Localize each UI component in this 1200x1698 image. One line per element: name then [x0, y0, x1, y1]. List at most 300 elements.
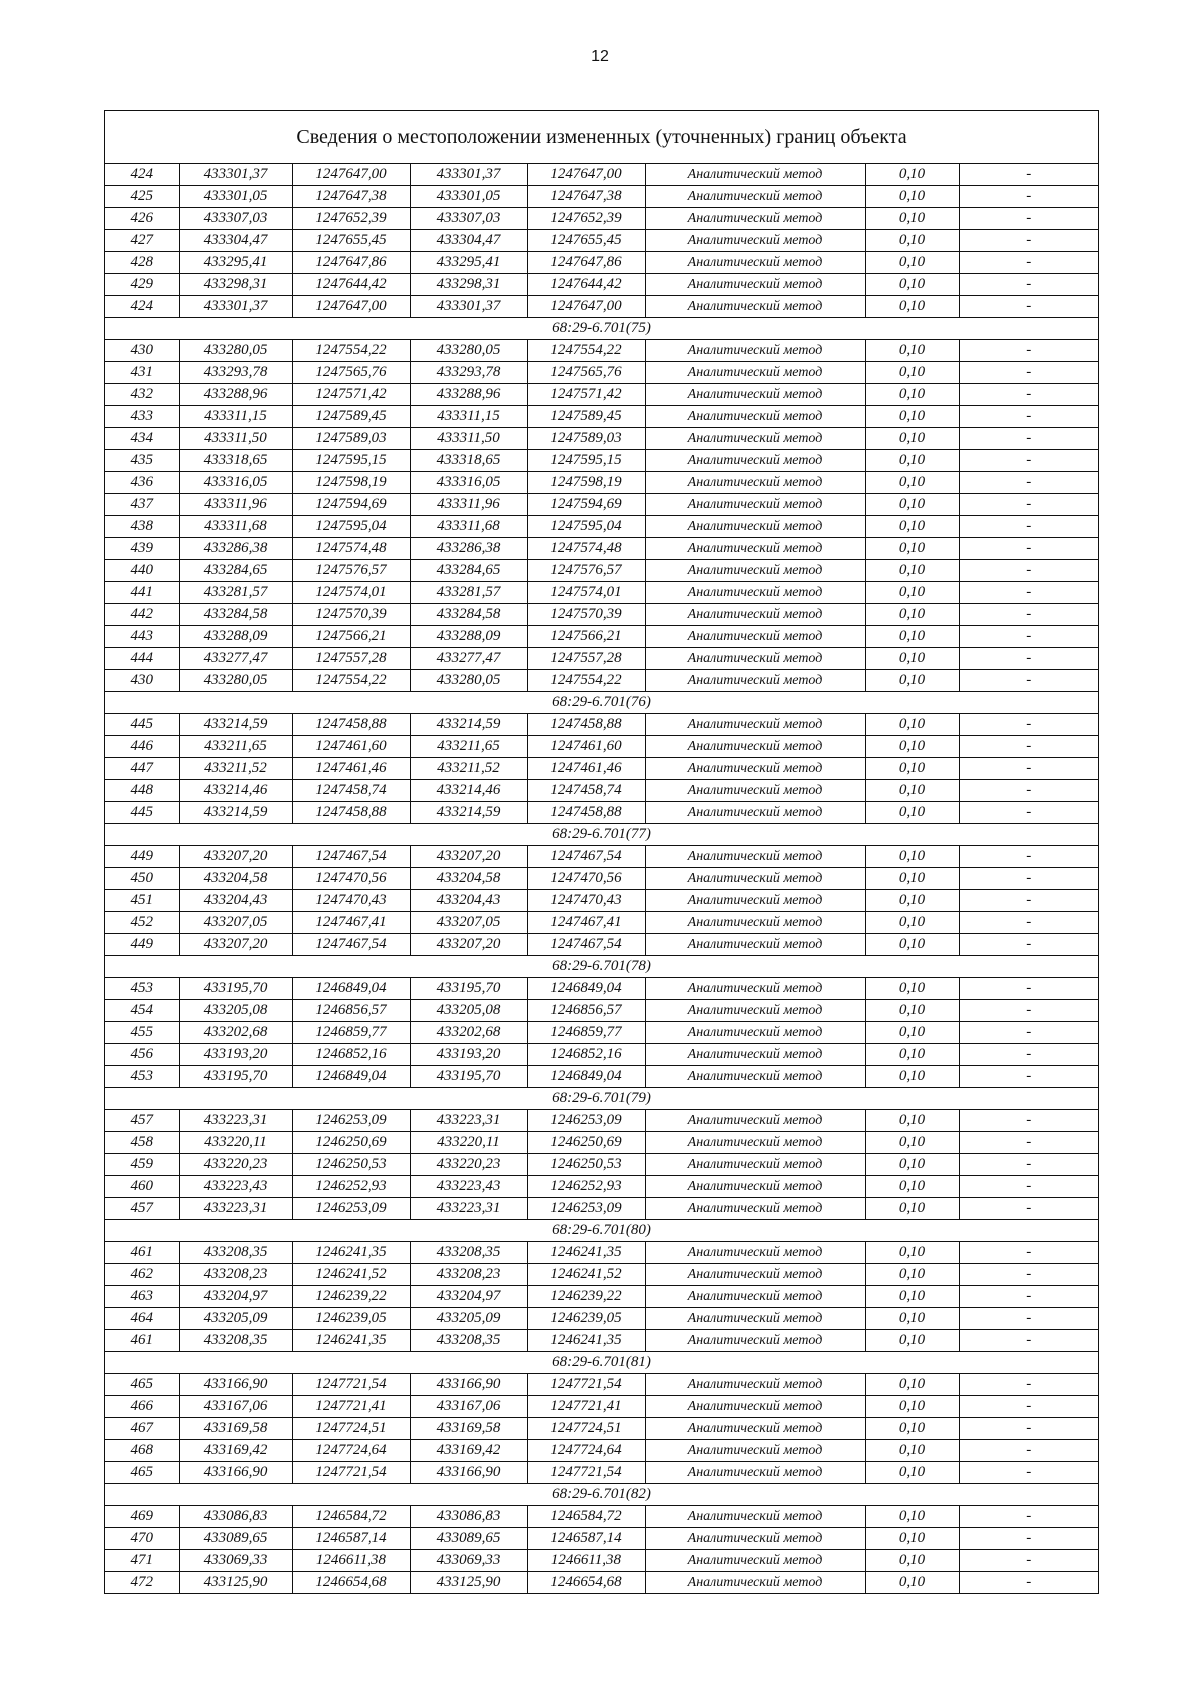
method-cell: Аналитический метод [645, 186, 865, 208]
y-existing-cell: 1247589,45 [292, 406, 410, 428]
y-new-cell: 1246856,57 [527, 1000, 645, 1022]
point-number-cell: 445 [105, 802, 179, 824]
precision-cell: 0,10 [865, 1550, 959, 1572]
method-cell: Аналитический метод [645, 978, 865, 1000]
y-existing-cell: 1247721,54 [292, 1374, 410, 1396]
note-cell: - [959, 516, 1098, 538]
note-cell: - [959, 252, 1098, 274]
y-existing-cell: 1247721,41 [292, 1396, 410, 1418]
precision-cell: 0,10 [865, 802, 959, 824]
y-new-cell: 1246654,68 [527, 1572, 645, 1594]
point-number-cell: 467 [105, 1418, 179, 1440]
y-existing-cell: 1246253,09 [292, 1198, 410, 1220]
x-existing-cell: 433301,37 [179, 164, 292, 186]
x-existing-cell: 433202,68 [179, 1022, 292, 1044]
x-existing-cell: 433069,33 [179, 1550, 292, 1572]
method-cell: Аналитический метод [645, 648, 865, 670]
y-existing-cell: 1247566,21 [292, 626, 410, 648]
note-cell: - [959, 758, 1098, 780]
method-cell: Аналитический метод [645, 450, 865, 472]
precision-cell: 0,10 [865, 340, 959, 362]
x-existing-cell: 433223,31 [179, 1110, 292, 1132]
y-existing-cell: 1247470,56 [292, 868, 410, 890]
section-row [105, 692, 1098, 714]
point-number-cell: 424 [105, 296, 179, 318]
section-label: 68:29-6.701(77) [105, 824, 1098, 846]
table-row [105, 340, 1098, 362]
table-row [105, 208, 1098, 230]
y-existing-cell: 1247461,46 [292, 758, 410, 780]
section-label: 68:29-6.701(76) [105, 692, 1098, 714]
y-existing-cell: 1246849,04 [292, 978, 410, 1000]
precision-cell: 0,10 [865, 978, 959, 1000]
table-row [105, 1528, 1098, 1550]
precision-cell: 0,10 [865, 1572, 959, 1594]
y-new-cell: 1246587,14 [527, 1528, 645, 1550]
x-existing-cell: 433205,09 [179, 1308, 292, 1330]
y-existing-cell: 1247554,22 [292, 340, 410, 362]
point-number-cell: 456 [105, 1044, 179, 1066]
note-cell: - [959, 208, 1098, 230]
y-existing-cell: 1247652,39 [292, 208, 410, 230]
point-number-cell: 433 [105, 406, 179, 428]
y-new-cell: 1246611,38 [527, 1550, 645, 1572]
precision-cell: 0,10 [865, 1000, 959, 1022]
method-cell: Аналитический метод [645, 384, 865, 406]
y-new-cell: 1247647,00 [527, 164, 645, 186]
table-row [105, 1044, 1098, 1066]
precision-cell: 0,10 [865, 1528, 959, 1550]
point-number-cell: 441 [105, 582, 179, 604]
table-row [105, 472, 1098, 494]
y-new-cell: 1247470,56 [527, 868, 645, 890]
x-new-cell: 433208,23 [410, 1264, 527, 1286]
x-new-cell: 433281,57 [410, 582, 527, 604]
y-existing-cell: 1247589,03 [292, 428, 410, 450]
y-new-cell: 1246239,05 [527, 1308, 645, 1330]
point-number-cell: 449 [105, 846, 179, 868]
note-cell: - [959, 340, 1098, 362]
precision-cell: 0,10 [865, 384, 959, 406]
method-cell: Аналитический метод [645, 1066, 865, 1088]
x-new-cell: 433311,15 [410, 406, 527, 428]
point-number-cell: 428 [105, 252, 179, 274]
point-number-cell: 461 [105, 1242, 179, 1264]
x-new-cell: 433316,05 [410, 472, 527, 494]
precision-cell: 0,10 [865, 362, 959, 384]
point-number-cell: 459 [105, 1154, 179, 1176]
table-row [105, 296, 1098, 318]
y-existing-cell: 1246584,72 [292, 1506, 410, 1528]
x-existing-cell: 433195,70 [179, 1066, 292, 1088]
x-existing-cell: 433286,38 [179, 538, 292, 560]
precision-cell: 0,10 [865, 450, 959, 472]
table-row [105, 1506, 1098, 1528]
table-row [105, 626, 1098, 648]
y-existing-cell: 1246239,05 [292, 1308, 410, 1330]
x-existing-cell: 433220,11 [179, 1132, 292, 1154]
x-new-cell: 433125,90 [410, 1572, 527, 1594]
y-new-cell: 1247467,41 [527, 912, 645, 934]
table-row [105, 1176, 1098, 1198]
point-number-cell: 429 [105, 274, 179, 296]
note-cell: - [959, 1506, 1098, 1528]
table-row [105, 1022, 1098, 1044]
y-new-cell: 1246584,72 [527, 1506, 645, 1528]
x-new-cell: 433169,58 [410, 1418, 527, 1440]
y-new-cell: 1247458,74 [527, 780, 645, 802]
table-row [105, 1154, 1098, 1176]
x-new-cell: 433311,68 [410, 516, 527, 538]
x-new-cell: 433284,58 [410, 604, 527, 626]
method-cell: Аналитический метод [645, 802, 865, 824]
y-new-cell: 1247595,15 [527, 450, 645, 472]
table-row [105, 648, 1098, 670]
table-row [105, 604, 1098, 626]
x-new-cell: 433288,09 [410, 626, 527, 648]
y-existing-cell: 1247647,00 [292, 164, 410, 186]
x-new-cell: 433280,05 [410, 340, 527, 362]
x-new-cell: 433298,31 [410, 274, 527, 296]
y-new-cell: 1247652,39 [527, 208, 645, 230]
method-cell: Аналитический метод [645, 1550, 865, 1572]
section-row [105, 318, 1098, 340]
precision-cell: 0,10 [865, 1044, 959, 1066]
y-new-cell: 1247554,22 [527, 670, 645, 692]
section-row [105, 1088, 1098, 1110]
note-cell: - [959, 780, 1098, 802]
y-existing-cell: 1247570,39 [292, 604, 410, 626]
table-row [105, 384, 1098, 406]
y-existing-cell: 1247655,45 [292, 230, 410, 252]
x-new-cell: 433086,83 [410, 1506, 527, 1528]
precision-cell: 0,10 [865, 406, 959, 428]
y-new-cell: 1246253,09 [527, 1198, 645, 1220]
x-existing-cell: 433204,58 [179, 868, 292, 890]
x-new-cell: 433214,46 [410, 780, 527, 802]
x-existing-cell: 433211,52 [179, 758, 292, 780]
precision-cell: 0,10 [865, 1264, 959, 1286]
method-cell: Аналитический метод [645, 758, 865, 780]
x-new-cell: 433301,05 [410, 186, 527, 208]
y-existing-cell: 1247565,76 [292, 362, 410, 384]
y-existing-cell: 1247576,57 [292, 560, 410, 582]
x-new-cell: 433220,23 [410, 1154, 527, 1176]
y-existing-cell: 1247470,43 [292, 890, 410, 912]
precision-cell: 0,10 [865, 934, 959, 956]
x-new-cell: 433195,70 [410, 978, 527, 1000]
method-cell: Аналитический метод [645, 714, 865, 736]
method-cell: Аналитический метод [645, 1506, 865, 1528]
table-row [105, 670, 1098, 692]
method-cell: Аналитический метод [645, 164, 865, 186]
method-cell: Аналитический метод [645, 1198, 865, 1220]
y-new-cell: 1246250,69 [527, 1132, 645, 1154]
section-label: 68:29-6.701(79) [105, 1088, 1098, 1110]
method-cell: Аналитический метод [645, 890, 865, 912]
table-row [105, 934, 1098, 956]
method-cell: Аналитический метод [645, 516, 865, 538]
precision-cell: 0,10 [865, 1308, 959, 1330]
y-existing-cell: 1247458,74 [292, 780, 410, 802]
table-row [105, 1550, 1098, 1572]
y-new-cell: 1246859,77 [527, 1022, 645, 1044]
y-new-cell: 1247721,54 [527, 1462, 645, 1484]
y-new-cell: 1246849,04 [527, 978, 645, 1000]
y-new-cell: 1247647,00 [527, 296, 645, 318]
precision-cell: 0,10 [865, 494, 959, 516]
x-existing-cell: 433280,05 [179, 670, 292, 692]
x-new-cell: 433311,50 [410, 428, 527, 450]
x-existing-cell: 433288,09 [179, 626, 292, 648]
point-number-cell: 465 [105, 1374, 179, 1396]
point-number-cell: 465 [105, 1462, 179, 1484]
point-number-cell: 427 [105, 230, 179, 252]
point-number-cell: 430 [105, 340, 179, 362]
note-cell: - [959, 1418, 1098, 1440]
section-row [105, 956, 1098, 978]
x-existing-cell: 433208,35 [179, 1330, 292, 1352]
y-existing-cell: 1247724,64 [292, 1440, 410, 1462]
note-cell: - [959, 1528, 1098, 1550]
note-cell: - [959, 868, 1098, 890]
method-cell: Аналитический метод [645, 912, 865, 934]
x-existing-cell: 433214,59 [179, 802, 292, 824]
table-row [105, 780, 1098, 802]
note-cell: - [959, 1550, 1098, 1572]
x-existing-cell: 433166,90 [179, 1374, 292, 1396]
y-existing-cell: 1247458,88 [292, 802, 410, 824]
y-existing-cell: 1247458,88 [292, 714, 410, 736]
precision-cell: 0,10 [865, 758, 959, 780]
table-row [105, 1418, 1098, 1440]
y-new-cell: 1247589,03 [527, 428, 645, 450]
note-cell: - [959, 406, 1098, 428]
x-existing-cell: 433208,35 [179, 1242, 292, 1264]
method-cell: Аналитический метод [645, 1528, 865, 1550]
table-title: Сведения о местоположении измененных (уточненных) границ объекта [105, 111, 1098, 164]
point-number-cell: 449 [105, 934, 179, 956]
note-cell: - [959, 1066, 1098, 1088]
y-new-cell: 1247721,41 [527, 1396, 645, 1418]
y-existing-cell: 1246587,14 [292, 1528, 410, 1550]
point-number-cell: 462 [105, 1264, 179, 1286]
precision-cell: 0,10 [865, 1110, 959, 1132]
note-cell: - [959, 582, 1098, 604]
y-existing-cell: 1247571,42 [292, 384, 410, 406]
table-row [105, 1572, 1098, 1594]
table-row [105, 1242, 1098, 1264]
x-existing-cell: 433207,20 [179, 934, 292, 956]
x-existing-cell: 433316,05 [179, 472, 292, 494]
precision-cell: 0,10 [865, 1198, 959, 1220]
note-cell: - [959, 934, 1098, 956]
note-cell: - [959, 450, 1098, 472]
x-existing-cell: 433281,57 [179, 582, 292, 604]
coordinates-table [105, 164, 1098, 1593]
y-new-cell: 1247647,38 [527, 186, 645, 208]
method-cell: Аналитический метод [645, 1374, 865, 1396]
point-number-cell: 460 [105, 1176, 179, 1198]
method-cell: Аналитический метод [645, 208, 865, 230]
point-number-cell: 471 [105, 1550, 179, 1572]
point-number-cell: 432 [105, 384, 179, 406]
point-number-cell: 439 [105, 538, 179, 560]
y-new-cell: 1247554,22 [527, 340, 645, 362]
y-existing-cell: 1247574,01 [292, 582, 410, 604]
note-cell: - [959, 846, 1098, 868]
precision-cell: 0,10 [865, 472, 959, 494]
section-label: 68:29-6.701(82) [105, 1484, 1098, 1506]
y-new-cell: 1247576,57 [527, 560, 645, 582]
x-new-cell: 433301,37 [410, 164, 527, 186]
note-cell: - [959, 362, 1098, 384]
point-number-cell: 464 [105, 1308, 179, 1330]
x-existing-cell: 433214,59 [179, 714, 292, 736]
table-row [105, 868, 1098, 890]
x-existing-cell: 433169,42 [179, 1440, 292, 1462]
x-new-cell: 433288,96 [410, 384, 527, 406]
note-cell: - [959, 648, 1098, 670]
table-row [105, 1374, 1098, 1396]
note-cell: - [959, 1286, 1098, 1308]
method-cell: Аналитический метод [645, 1176, 865, 1198]
x-new-cell: 433195,70 [410, 1066, 527, 1088]
point-number-cell: 431 [105, 362, 179, 384]
precision-cell: 0,10 [865, 1176, 959, 1198]
table-row [105, 802, 1098, 824]
y-new-cell: 1246852,16 [527, 1044, 645, 1066]
point-number-cell: 443 [105, 626, 179, 648]
point-number-cell: 463 [105, 1286, 179, 1308]
y-new-cell: 1247467,54 [527, 846, 645, 868]
point-number-cell: 458 [105, 1132, 179, 1154]
point-number-cell: 424 [105, 164, 179, 186]
y-existing-cell: 1246654,68 [292, 1572, 410, 1594]
table-row [105, 164, 1098, 186]
y-existing-cell: 1247721,54 [292, 1462, 410, 1484]
table-row [105, 274, 1098, 296]
y-new-cell: 1247470,43 [527, 890, 645, 912]
note-cell: - [959, 1374, 1098, 1396]
y-new-cell: 1246250,53 [527, 1154, 645, 1176]
precision-cell: 0,10 [865, 1242, 959, 1264]
x-new-cell: 433214,59 [410, 802, 527, 824]
y-existing-cell: 1247461,60 [292, 736, 410, 758]
table-row [105, 846, 1098, 868]
note-cell: - [959, 912, 1098, 934]
point-number-cell: 426 [105, 208, 179, 230]
y-new-cell: 1247461,46 [527, 758, 645, 780]
precision-cell: 0,10 [865, 428, 959, 450]
point-number-cell: 434 [105, 428, 179, 450]
x-existing-cell: 433311,96 [179, 494, 292, 516]
x-new-cell: 433205,08 [410, 1000, 527, 1022]
precision-cell: 0,10 [865, 736, 959, 758]
y-new-cell: 1246239,22 [527, 1286, 645, 1308]
x-new-cell: 433193,20 [410, 1044, 527, 1066]
page-number: 12 [591, 48, 609, 65]
method-cell: Аналитический метод [645, 1154, 865, 1176]
method-cell: Аналитический метод [645, 1330, 865, 1352]
point-number-cell: 446 [105, 736, 179, 758]
note-cell: - [959, 274, 1098, 296]
table-row [105, 516, 1098, 538]
method-cell: Аналитический метод [645, 1264, 865, 1286]
note-cell: - [959, 1022, 1098, 1044]
x-existing-cell: 433208,23 [179, 1264, 292, 1286]
table-row [105, 1264, 1098, 1286]
y-new-cell: 1247595,04 [527, 516, 645, 538]
point-number-cell: 453 [105, 978, 179, 1000]
x-new-cell: 433307,03 [410, 208, 527, 230]
x-new-cell: 433223,31 [410, 1110, 527, 1132]
method-cell: Аналитический метод [645, 846, 865, 868]
method-cell: Аналитический метод [645, 296, 865, 318]
note-cell: - [959, 1044, 1098, 1066]
y-existing-cell: 1246252,93 [292, 1176, 410, 1198]
precision-cell: 0,10 [865, 1132, 959, 1154]
precision-cell: 0,10 [865, 1440, 959, 1462]
y-new-cell: 1247589,45 [527, 406, 645, 428]
precision-cell: 0,10 [865, 1462, 959, 1484]
x-new-cell: 433167,06 [410, 1396, 527, 1418]
x-existing-cell: 433086,83 [179, 1506, 292, 1528]
point-number-cell: 442 [105, 604, 179, 626]
note-cell: - [959, 186, 1098, 208]
precision-cell: 0,10 [865, 208, 959, 230]
method-cell: Аналитический метод [645, 230, 865, 252]
method-cell: Аналитический метод [645, 1000, 865, 1022]
table-row [105, 538, 1098, 560]
precision-cell: 0,10 [865, 1418, 959, 1440]
y-new-cell: 1246241,52 [527, 1264, 645, 1286]
precision-cell: 0,10 [865, 560, 959, 582]
note-cell: - [959, 230, 1098, 252]
table-body [105, 164, 1098, 1593]
x-new-cell: 433207,20 [410, 934, 527, 956]
y-existing-cell: 1247595,04 [292, 516, 410, 538]
x-existing-cell: 433167,06 [179, 1396, 292, 1418]
table-row [105, 912, 1098, 934]
y-existing-cell: 1246241,52 [292, 1264, 410, 1286]
note-cell: - [959, 670, 1098, 692]
y-existing-cell: 1247467,54 [292, 934, 410, 956]
y-new-cell: 1246849,04 [527, 1066, 645, 1088]
precision-cell: 0,10 [865, 1506, 959, 1528]
table-row [105, 1000, 1098, 1022]
note-cell: - [959, 736, 1098, 758]
x-existing-cell: 433293,78 [179, 362, 292, 384]
x-existing-cell: 433318,65 [179, 450, 292, 472]
y-new-cell: 1247598,19 [527, 472, 645, 494]
method-cell: Аналитический метод [645, 604, 865, 626]
x-new-cell: 433223,31 [410, 1198, 527, 1220]
x-new-cell: 433214,59 [410, 714, 527, 736]
note-cell: - [1026, 1574, 1032, 1590]
x-existing-cell: 433211,65 [179, 736, 292, 758]
y-existing-cell: 1247554,22 [292, 670, 410, 692]
section-row [105, 1484, 1098, 1506]
table-row [105, 736, 1098, 758]
point-number-cell: 435 [105, 450, 179, 472]
table-row [105, 758, 1098, 780]
precision-cell: 0,10 [865, 780, 959, 802]
y-new-cell: 1247458,88 [527, 714, 645, 736]
y-existing-cell: 1247644,42 [292, 274, 410, 296]
x-new-cell: 433208,35 [410, 1242, 527, 1264]
x-new-cell: 433204,43 [410, 890, 527, 912]
